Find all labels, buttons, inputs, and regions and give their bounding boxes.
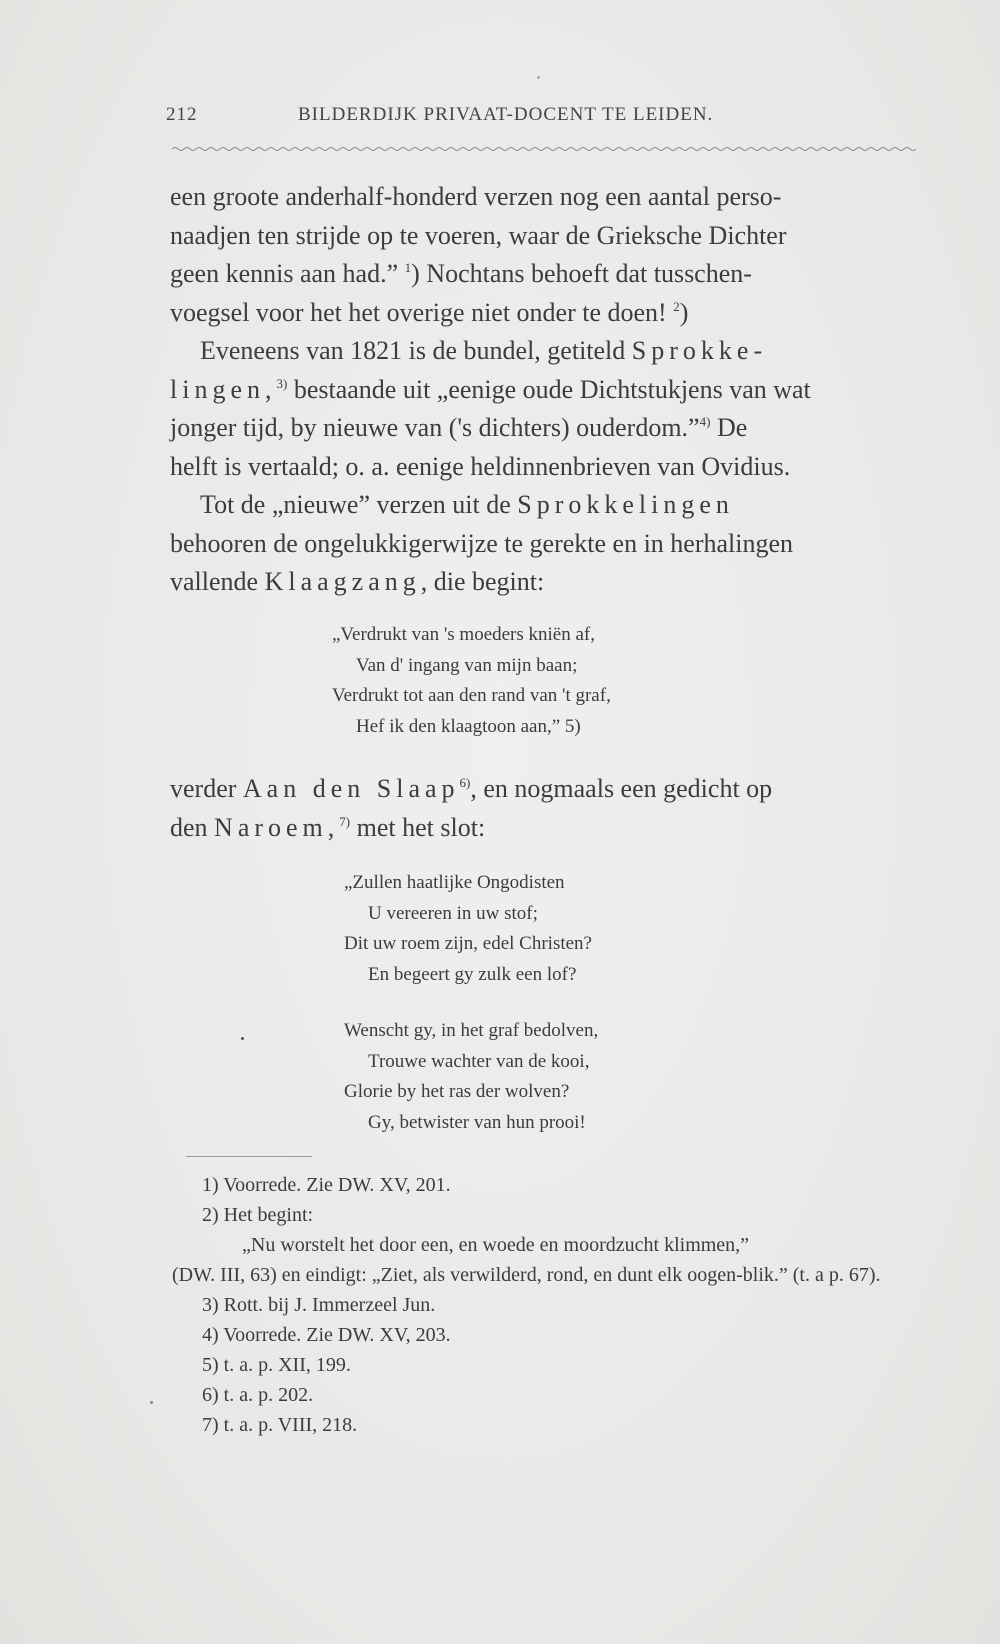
poem-line: Wenscht gy, in het graf bedolven, xyxy=(344,1020,599,1041)
running-header xyxy=(166,104,936,134)
footnote-ref: 7) xyxy=(339,813,351,829)
spaced-title: Aan den Slaap xyxy=(242,774,460,803)
footnote-ref: 2 xyxy=(673,298,680,314)
main-text xyxy=(170,178,930,602)
paragraph-2 xyxy=(170,332,930,486)
poem-line: U vereeren in uw stof; xyxy=(368,902,538,924)
text-line: verder xyxy=(170,774,243,803)
poem-line: Glorie by het ras der wolven? xyxy=(344,1081,570,1102)
text-line: met het slot: xyxy=(350,812,486,842)
text-line: De xyxy=(710,413,748,442)
text-line: Tot de „nieuwe” verzen uit de xyxy=(200,490,518,519)
spaced-title: lingen, xyxy=(170,374,277,404)
footnote-ref: 5) xyxy=(564,715,581,737)
main-text-continued xyxy=(170,770,930,847)
poem-naroem-stanza-1 xyxy=(344,868,592,990)
footnote-7: 7) t. a. p. VIII, 218. xyxy=(202,1414,358,1436)
poem-line: Gy, betwister van hun prooi! xyxy=(368,1111,586,1133)
text-line: jonger tijd, by nieuwe van ('s dichters) ouderdom.” xyxy=(170,413,700,442)
paragraph-1: een groote anderhalf-honderd verzen nog een aantal perso- naadjen ten strijde op te voeren, waar de Grieksche Dichter geen kennis aan had.” $^1$) Nochtans behoeft dat tusschen- voegsel voor het het overige niet onder te doen! $^2$) xyxy=(170,182,787,327)
spaced-title: Sprokke- xyxy=(631,336,768,365)
spaced-title: Klaagzang xyxy=(264,567,421,596)
footnote-2-quote: „Nu worstelt het door een, en woede en moordzucht klimmen,” xyxy=(242,1234,750,1256)
header-wavy-rule xyxy=(172,146,920,152)
footnote-2-continuation: (DW. III, 63) en eindigt: „Ziet, als verwilderd, rond, en dunt elk oogen-blik.” (t. a p. 67). xyxy=(172,1264,881,1286)
text-line: een groote anderhalf-honderd verzen nog een aantal perso- xyxy=(170,182,782,211)
poem-line: En begeert gy zulk een lof? xyxy=(368,963,577,985)
footnote-ref: 4) xyxy=(699,414,711,429)
spaced-title: Sprokkelingen xyxy=(517,490,734,519)
text-line: vallende xyxy=(170,567,265,596)
footnote-ref: 1 xyxy=(404,260,412,275)
print-speck xyxy=(537,76,540,79)
poem-line: Van d' ingang van mijn baan; xyxy=(356,654,578,676)
poem-naroem-stanza-2 xyxy=(344,1016,598,1138)
print-speck xyxy=(241,1037,244,1040)
poem-line: „Zullen haatlijke Ongodisten xyxy=(344,872,565,893)
poem-line-text: Hef ik den klaagtoon aan,” xyxy=(356,715,561,737)
footnote-5: 5) t. a. p. XII, 199. xyxy=(202,1354,351,1376)
text-line: , en nogmaals een gedicht op xyxy=(470,774,773,803)
footnote-ref: 6) xyxy=(459,775,471,790)
text-line: helft is vertaald; o. a. eenige heldinnenbrieven van Ovidius. xyxy=(170,451,791,481)
text-line: behooren de ongelukkigerwijze te gerekte en in herhalingen xyxy=(170,528,794,558)
poem-line: Trouwe wachter van de kooi, xyxy=(368,1050,590,1072)
paragraph-4 xyxy=(170,770,930,847)
text-line: Eveneens van 1821 is de bundel, getiteld xyxy=(200,336,632,365)
running-title: BILDERDIJK PRIVAAT-DOCENT TE LEIDEN. xyxy=(298,104,714,125)
text-line: den xyxy=(170,812,215,842)
footnotes xyxy=(172,1170,942,1440)
text-line: Nochtans behoeft dat tusschen- xyxy=(419,259,752,288)
print-speck xyxy=(150,1401,153,1404)
footnote-1: 1) Voorrede. Zie DW. XV, 201. xyxy=(202,1174,451,1196)
footnote-4: 4) Voorrede. Zie DW. XV, 203. xyxy=(202,1324,451,1346)
footnote-2: 2) Het begint: xyxy=(202,1204,314,1226)
text-line: voegsel voor het het overige niet onder te doen! xyxy=(170,297,667,327)
paragraph-3 xyxy=(170,486,930,602)
text-line: geen kennis aan had.” xyxy=(170,259,399,288)
text-line: bestaande uit „eenige oude Dichtstukjens van wat xyxy=(287,374,811,404)
footnote-rule xyxy=(186,1156,312,1157)
poem-line: „Verdrukt van 's moeders kniën af, xyxy=(332,624,596,645)
footnote-3: 3) Rott. bij J. Immerzeel Jun. xyxy=(202,1294,436,1316)
footnote-ref: 3) xyxy=(276,375,288,391)
text-line: naadjen ten strijde op te voeren, waar de Grieksche Dichter xyxy=(170,220,787,250)
page-number: 212 xyxy=(166,104,198,125)
text-line: , die begint: xyxy=(420,567,545,596)
footnote-6: 6) t. a. p. 202. xyxy=(202,1384,314,1406)
poem-line xyxy=(332,712,611,743)
poem-line: Dit uw roem zijn, edel Christen? xyxy=(344,933,592,954)
spaced-title: Naroem, xyxy=(214,812,340,842)
poem-klaagzang xyxy=(332,620,611,742)
poem-line: Verdrukt tot aan den rand van 't graf, xyxy=(332,685,611,706)
